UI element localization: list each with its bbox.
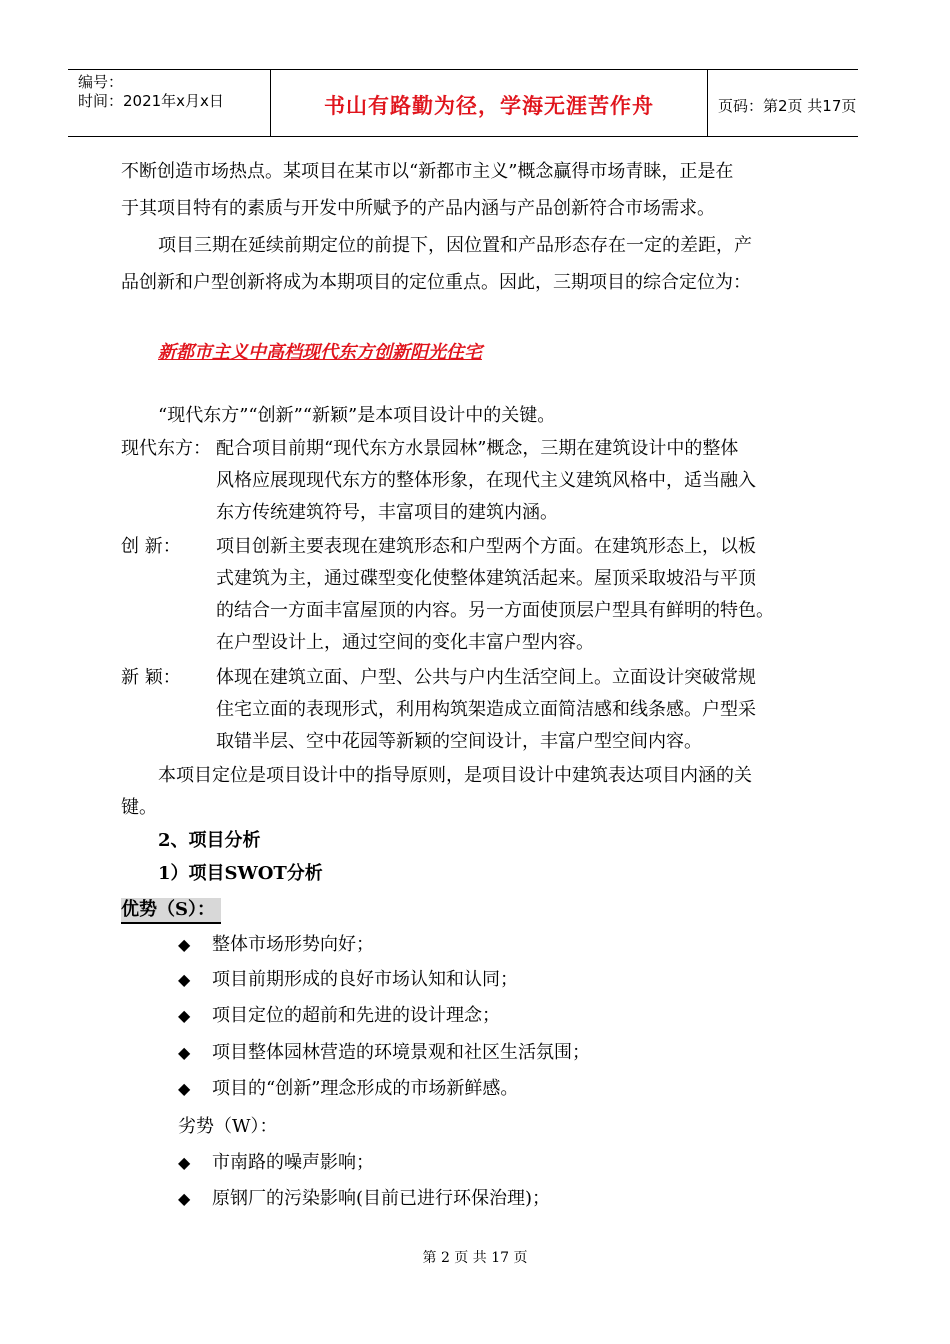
strength-item: ◆ 项目前期形成的良好市场认知和认同； xyxy=(178,969,518,990)
definition-line: 的结合一方面丰富屋顶的内容。另一方面使顶层户型具有鲜明的特色。 xyxy=(216,600,774,621)
diamond-bullet-icon: ◆ xyxy=(178,970,191,989)
paragraph-line: 项目三期在延续前期定位的前提下，因位置和产品形态存在一定的差距，产 xyxy=(158,235,752,256)
term-innovation: 创 新： xyxy=(121,536,181,557)
strength-item: ◆ 整体市场形势向好； xyxy=(178,934,374,955)
definition-line: 体现在建筑立面、户型、公共与户内生活空间上。立面设计突破常规 xyxy=(216,667,756,688)
diamond-bullet-icon: ◆ xyxy=(178,935,191,954)
subsection-heading: 1）项目SWOT分析 xyxy=(158,863,323,884)
paragraph-line: 不断创造市场热点。某项目在某市以“新都市主义”概念赢得市场青睐，正是在 xyxy=(121,161,734,182)
header-meta xyxy=(68,70,271,136)
definition-line: 在户型设计上，通过空间的变化丰富户型内容。 xyxy=(216,632,594,653)
positioning-slogan: 新都市主义中高档现代东方创新阳光住宅 xyxy=(158,342,482,363)
key-points-line: “现代东方”“创新”“新颖”是本项目设计中的关键。 xyxy=(158,405,556,426)
header-page-number: 页码：第2页 共17页 xyxy=(718,97,857,115)
definition-line: 风格应展现现代东方的整体形象，在现代主义建筑风格中，适当融入 xyxy=(216,470,756,491)
term-modern-east: 现代东方： xyxy=(121,438,211,459)
page-footer: 第 2 页 共 17 页 xyxy=(422,1250,528,1266)
diamond-bullet-icon: ◆ xyxy=(178,1006,191,1025)
paragraph-line: 品创新和户型创新将成为本期项目的定位重点。因此，三期项目的综合定位为： xyxy=(121,272,751,293)
diamond-bullet-icon: ◆ xyxy=(178,1189,191,1208)
definition-line: 取错半层、空中花园等新颖的空间设计，丰富户型空间内容。 xyxy=(216,731,702,752)
strength-item: ◆ 项目的“创新”理念形成的市场新鲜感。 xyxy=(178,1078,519,1099)
header-motto: 书山有路勤为径，学海无涯苦作舟 xyxy=(324,94,654,118)
definition-line: 东方传统建筑符号，丰富项目的建筑内涵。 xyxy=(216,502,558,523)
term-novelty: 新 颖： xyxy=(121,667,181,688)
number-label: 编号： xyxy=(78,73,124,91)
diamond-bullet-icon: ◆ xyxy=(178,1153,191,1172)
strength-item: ◆ 项目整体园林营造的环境景观和社区生活氛围； xyxy=(178,1042,590,1063)
weaknesses-heading: 劣势（W）： xyxy=(178,1116,278,1137)
definition-line: 项目创新主要表现在建筑形态和户型两个方面。在建筑形态上，以板 xyxy=(216,536,756,557)
strengths-heading: 优势（S）： xyxy=(121,898,221,924)
diamond-bullet-icon: ◆ xyxy=(178,1079,191,1098)
definition-line: 式建筑为主，通过碟型变化使整体建筑活起来。屋顶采取坡沿与平顶 xyxy=(216,568,756,589)
definition-line: 配合项目前期“现代东方水景园林”概念，三期在建筑设计中的整体 xyxy=(216,438,739,459)
paragraph-line: 于其项目特有的素质与开发中所赋予的产品内涵与产品创新符合市场需求。 xyxy=(121,198,715,219)
weakness-item: ◆ 原钢厂的污染影响(目前已进行环保治理)； xyxy=(178,1188,551,1209)
page-header xyxy=(68,69,858,137)
header-motto-cell xyxy=(271,70,708,136)
section-heading: 2、项目分析 xyxy=(158,830,261,851)
strength-item: ◆ 项目定位的超前和先进的设计理念； xyxy=(178,1005,500,1026)
definition-line: 住宅立面的表现形式，利用构筑架造成立面简洁感和线条感。户型采 xyxy=(216,699,756,720)
weakness-item: ◆ 市南路的噪声影响； xyxy=(178,1152,374,1173)
time-label: 时间：2021年x月x日 xyxy=(78,92,224,110)
paragraph-line: 键。 xyxy=(121,797,157,818)
paragraph-line: 本项目定位是项目设计中的指导原则，是项目设计中建筑表达项目内涵的关 xyxy=(158,765,752,786)
header-page-cell xyxy=(708,70,858,136)
diamond-bullet-icon: ◆ xyxy=(178,1043,191,1062)
